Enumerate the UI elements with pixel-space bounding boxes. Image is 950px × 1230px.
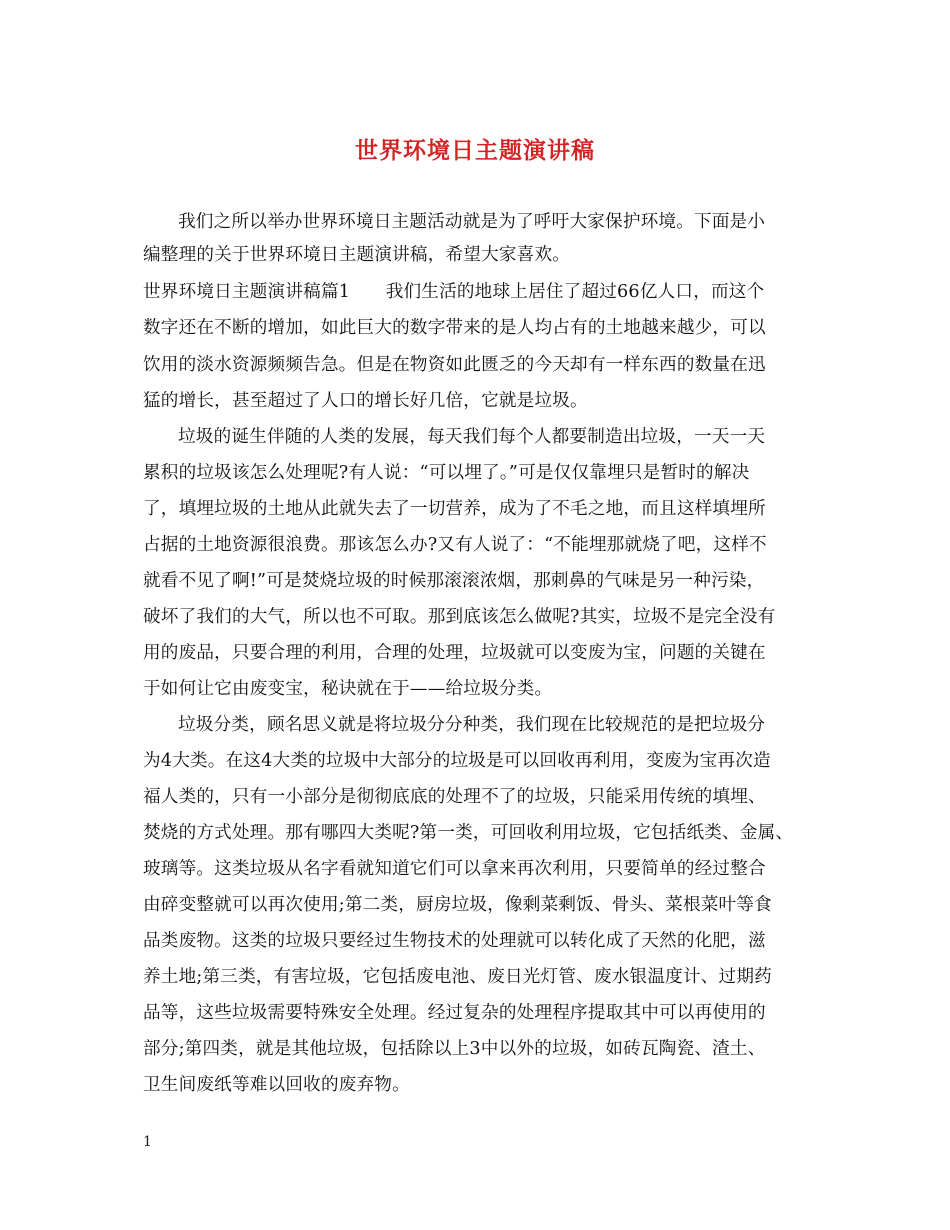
text-line: 世界环境日主题演讲稿篇1 我们生活的地球上居住了超过66亿人口，而这个 <box>143 282 765 302</box>
text-line: 品等，这些垃圾需要特殊安全处理。经过复杂的处理程序提取其中可以再使用的 <box>143 1003 766 1023</box>
text-line: 卫生间废纸等难以回收的废弃物。 <box>143 1075 410 1095</box>
text-line: 垃圾分类，顾名思义就是将垃圾分分种类，我们现在比较规范的是把垃圾分 <box>178 715 766 735</box>
text-line: 就看不见了啊!”可是焚烧垃圾的时候那滚滚浓烟，那刺鼻的气味是另一种污染， <box>143 571 765 591</box>
text-line: 用的废品，只要合理的利用，合理的处理，垃圾就可以变废为宝，问题的关键在 <box>143 643 766 663</box>
text-line: 养土地;第三类，有害垃圾，它包括废电池、废日光灯管、废水银温度计、过期药 <box>143 967 772 987</box>
text-line: 为4大类。在这4大类的垃圾中大部分的垃圾是可以回收再利用，变废为宝再次造 <box>143 751 771 771</box>
text-line: 编整理的关于世界环境日主题演讲稿，希望大家喜欢。 <box>143 245 571 265</box>
text-line: 猛的增长，甚至超过了人口的增长好几倍，它就是垃圾。 <box>143 391 588 411</box>
text-line: 品类废物。这类的垃圾只要经过生物技术的处理就可以转化成了天然的化肥，滋 <box>143 931 766 951</box>
text-line: 破坏了我们的大气，所以也不可取。那到底该怎么做呢?其实，垃圾不是完全没有 <box>143 607 776 627</box>
text-line: 饮用的淡水资源频频告急。但是在物资如此匮乏的今天却有一样东西的数量在迅 <box>143 355 766 375</box>
text-line: 福人类的，只有一小部分是彻彻底底的处理不了的垃圾，只能采用传统的填埋、 <box>143 787 766 807</box>
text-line: 部分;第四类，就是其他垃圾，包括除以上3中以外的垃圾，如砖瓦陶瓷、渣土、 <box>143 1039 766 1059</box>
text-line: 占据的土地资源很浪费。那该怎么办?又有人说了：“不能埋那就烧了吧，这样不 <box>143 535 767 555</box>
text-line: 玻璃等。这类垃圾从名字看就知道它们可以拿来再次利用，只要简单的经过整合 <box>143 859 766 879</box>
text-line: 垃圾的诞生伴随的人类的发展，每天我们每个人都要制造出垃圾，一天一天 <box>178 427 766 447</box>
text-line: 累积的垃圾该怎么处理呢?有人说：“可以埋了。”可是仅仅靠埋只是暂时的解决 <box>143 463 750 483</box>
text-line: 由碎变整就可以再次使用;第二类，厨房垃圾，像剩菜剩饭、骨头、菜根菜叶等食 <box>143 895 772 915</box>
page-title: 世界环境日主题演讲稿 <box>355 137 595 164</box>
text-line: 我们之所以举办世界环境日主题活动就是为了呼吁大家保护环境。下面是小 <box>178 212 766 232</box>
text-line: 了，填埋垃圾的土地从此就失去了一切营养，成为了不毛之地，而且这样填埋所 <box>143 499 766 519</box>
text-line: 于如何让它由废变宝，秘诀就在于——给垃圾分类。 <box>143 679 553 699</box>
text-line: 焚烧的方式处理。那有哪四大类呢?第一类，可回收利用垃圾，它包括纸类、金属、 <box>143 823 794 843</box>
text-line: 数字还在不断的增加，如此巨大的数字带来的是人均占有的土地越来越少，可以 <box>143 318 766 338</box>
page-number: 1 <box>143 1134 152 1150</box>
